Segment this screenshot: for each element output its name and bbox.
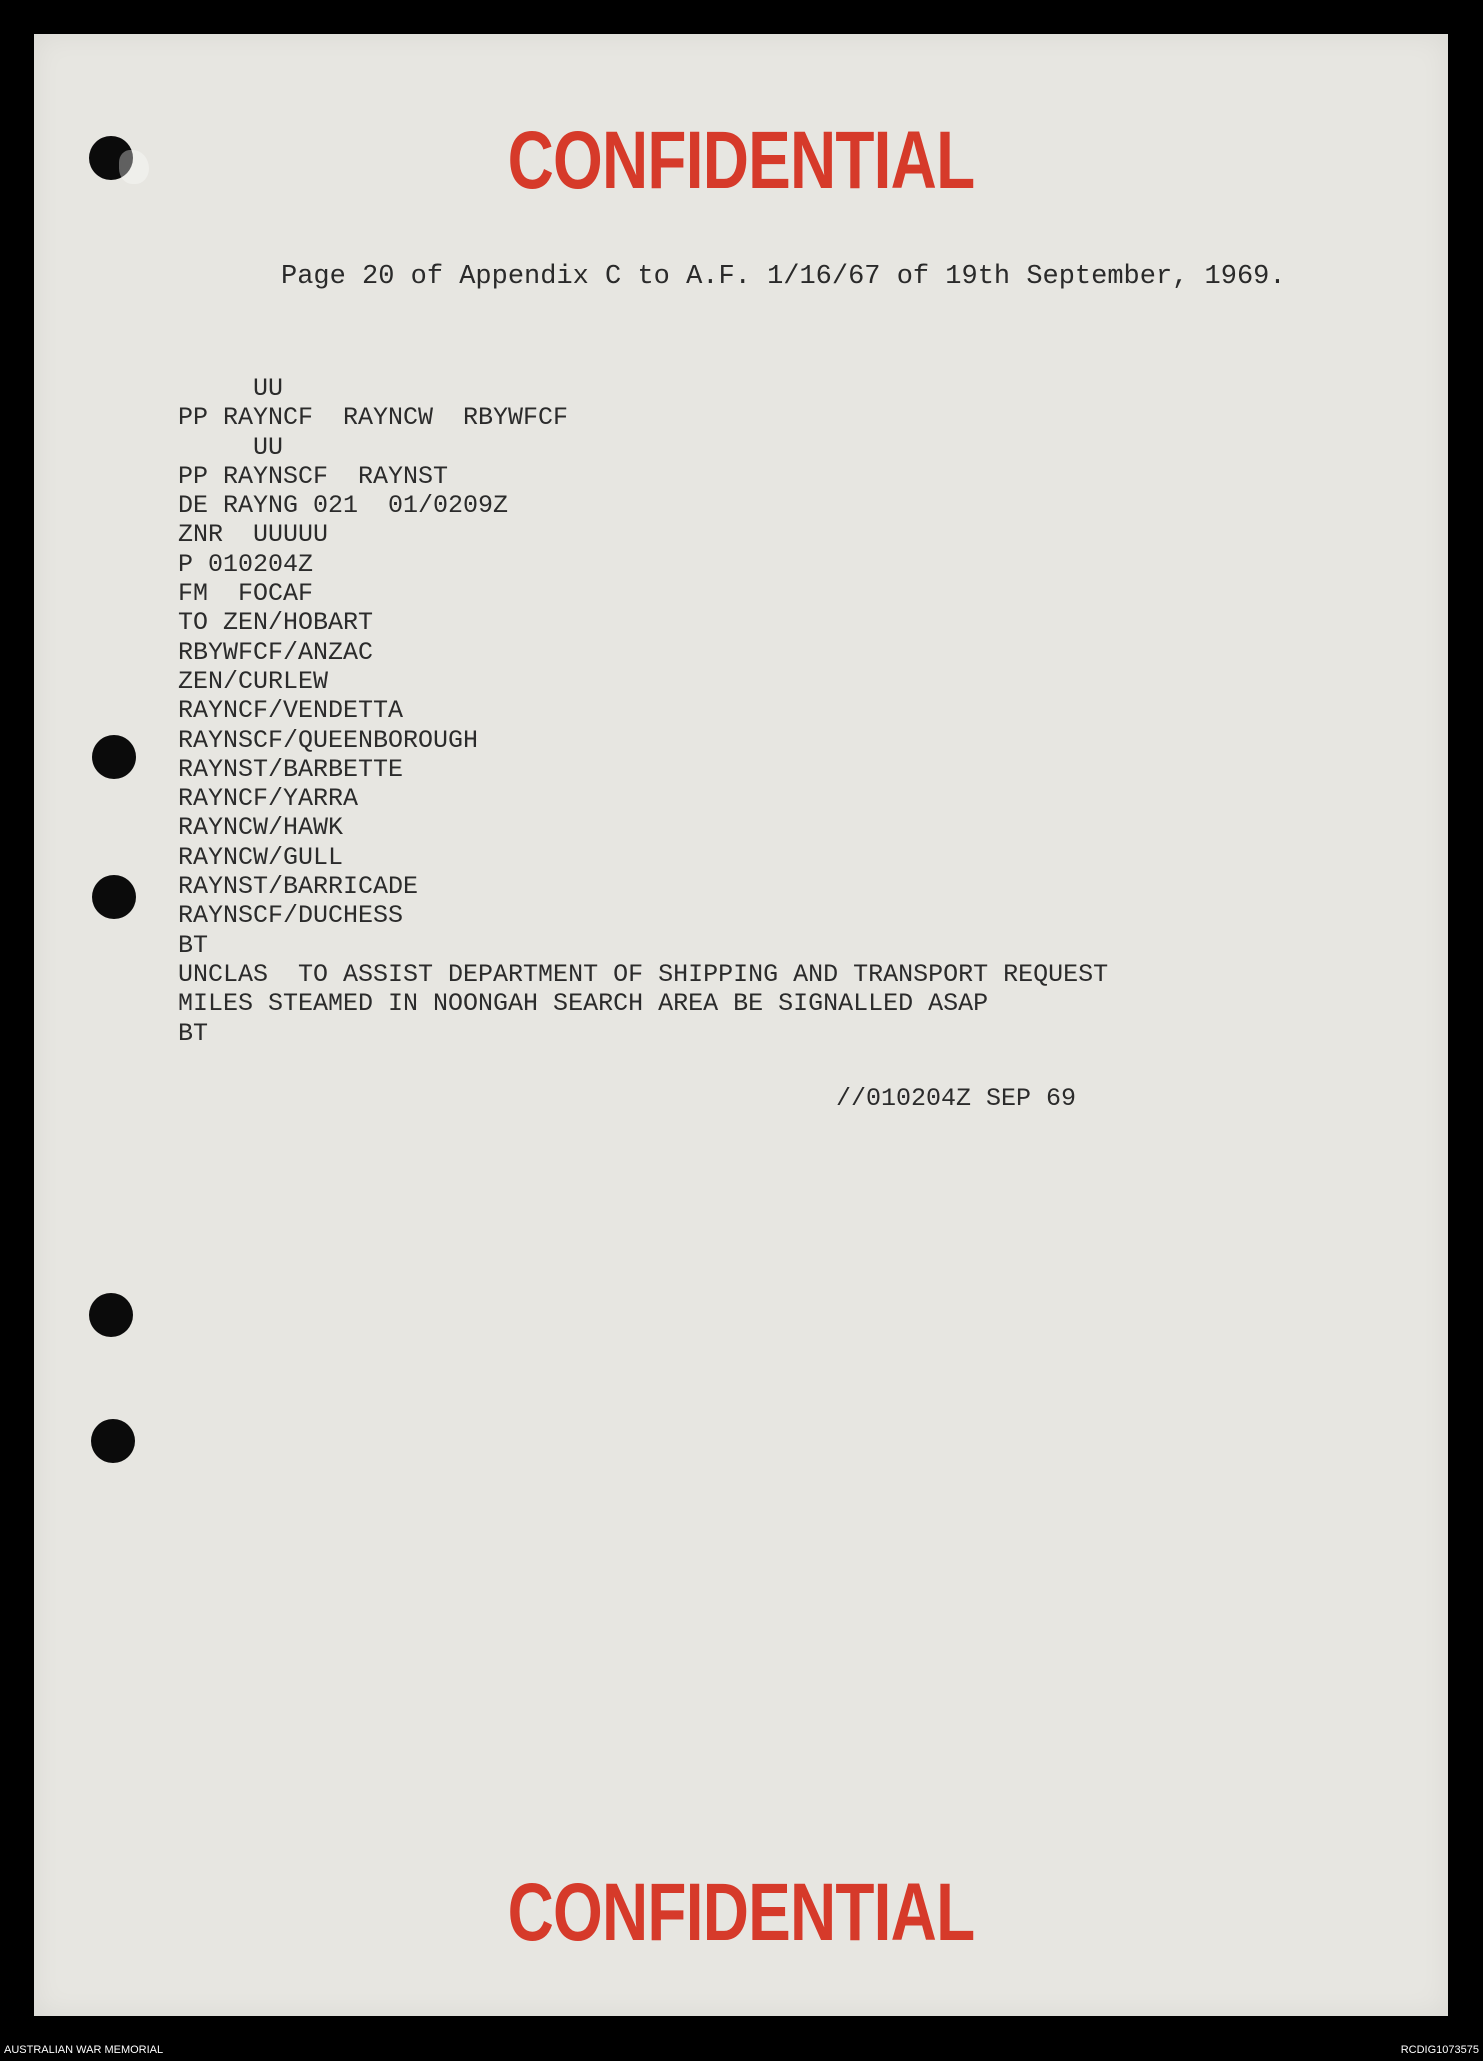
signal-line: PP RAYNSCF RAYNST (178, 461, 449, 491)
confidential-stamp-top: CONFIDENTIAL (507, 115, 975, 206)
signal-line: RAYNSCF/QUEENBOROUGH (178, 725, 479, 755)
signal-line: FM FOCAF (178, 579, 314, 609)
signal-line: ZNR UUUUU (178, 520, 329, 550)
page-reference: Page 20 of Appendix C to A.F. 1/16/67 of 19th September, 1969. (281, 262, 1286, 292)
punch-hole-icon (92, 875, 136, 919)
footer-record-id: RCDIG1073575 (1400, 2044, 1479, 2056)
signal-line: UU (178, 432, 284, 462)
signal-line: P 010204Z (178, 549, 314, 579)
date-time-group: //010204Z SEP 69 (836, 1084, 1077, 1113)
signal-message (178, 374, 1108, 1048)
document-sheet (34, 34, 1448, 2016)
signal-line: RAYNSCF/DUCHESS (178, 901, 404, 931)
signal-line: PP RAYNCF RAYNCW RBYWFCF (178, 403, 569, 433)
signal-line: RBYWFCF/ANZAC (178, 637, 374, 667)
signal-line: UU (178, 374, 284, 403)
signal-line: RAYNST/BARRICADE (178, 872, 419, 902)
confidential-stamp-bottom: CONFIDENTIAL (507, 1867, 975, 1958)
signal-line: RAYNCW/HAWK (178, 813, 344, 843)
signal-line: ZEN/CURLEW (178, 666, 329, 696)
punch-hole-icon (91, 1419, 135, 1463)
punch-hole-icon (89, 1293, 133, 1337)
punch-hole-icon (89, 136, 133, 180)
signal-line: TO ZEN/HOBART (178, 608, 374, 638)
signal-line: BT (178, 1018, 209, 1048)
signal-line: RAYNCF/YARRA (178, 784, 359, 814)
signal-line: RAYNCW/GULL (178, 842, 344, 872)
signal-line: RAYNCF/VENDETTA (178, 696, 404, 726)
footer-institution: AUSTRALIAN WAR MEMORIAL (4, 2044, 164, 2056)
signal-line: RAYNST/BARBETTE (178, 754, 404, 784)
signal-line: BT (178, 930, 209, 960)
signal-line: UNCLAS TO ASSIST DEPARTMENT OF SHIPPING AND TRANSPORT REQUEST (178, 959, 1109, 989)
signal-line: MILES STEAMED IN NOONGAH SEARCH AREA BE SIGNALLED ASAP (178, 989, 989, 1019)
punch-hole-icon (92, 735, 136, 779)
signal-line: DE RAYNG 021 01/0209Z (178, 491, 509, 521)
